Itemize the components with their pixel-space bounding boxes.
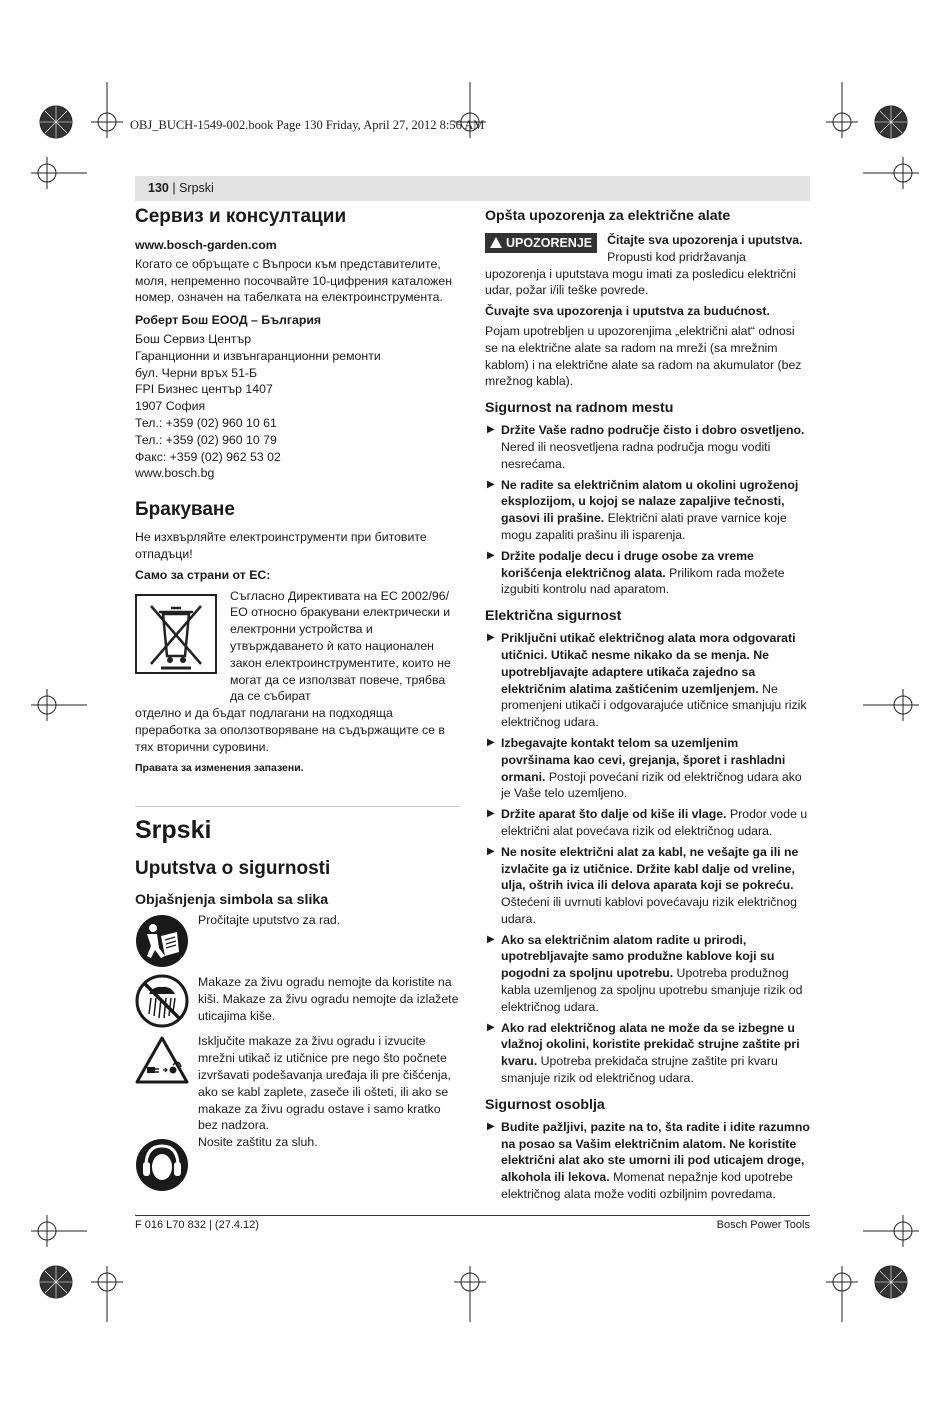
footer-brand: Bosch Power Tools [716, 1219, 810, 1231]
eu-label: Само за страни от ЕС: [135, 567, 271, 582]
right-column [485, 205, 810, 1203]
eu-text-below: отделно и да бъдат подлагани на подходяща преработка за оползотворяване на съдържащите се в тях вторични суровини. [135, 706, 445, 754]
list-item: ▶ Ne radite sa električnim alatom u okolini ugroženoj eksplozijom, u kojoj se nalaze zapaljive tečnosti, gasovi ili prašine. Električni alati prave varnice koje mogu zapaliti prašinu ili isparenja. [487, 477, 799, 542]
page-header-band [135, 176, 810, 201]
crossed-bin-icon [135, 594, 217, 674]
manual-read-icon [135, 914, 189, 968]
symbol-row [135, 974, 460, 1030]
list-item: ▶ Držite aparat što dalje od kiše ili vlage. Prodor vode u električni alat povećava rizik od električnog udara. [487, 807, 808, 838]
page-header: 130 | Srpski [148, 181, 214, 195]
section-title: Električna sigurnost [485, 608, 622, 625]
corner-mark-icon [40, 1266, 72, 1298]
address-line: Тел.: +359 (02) 960 10 61 [135, 415, 277, 430]
address-block [135, 331, 460, 482]
disposal-title: Бракуване [135, 499, 235, 521]
company-name: Роберт Бош ЕООД – България [135, 313, 322, 328]
no-rain-icon [135, 974, 189, 1028]
eu-text-beside: Съгласно Директивата на ЕС 2002/96/ЕО относно бракувани електрически и електронни устройства и утвърждаването ѝ като национален закон електроинструментите, които не могат да се използват повече, трябва да се събират [230, 588, 451, 704]
address-line: бул. Черни връх 51-Б [135, 365, 258, 380]
list-item: ▶ Ako sa električnim alatom radite u prirodi, upotrebljavajte samo produžne kablove koji su pogodni za spoljnu upotrebu. Upotreba produžnog kabla uzemljenog za spoljnu upotrebu smanjuje rizik od električnog udara. [487, 932, 803, 1014]
list-item: ▶ Ne nosite električni alat za kabl, ne vešajte ga ili ne izvlačite ga iz utičnice. Držite kabl dalje od vreline, ulja, oštrih ivica ili delova aparata koji se pokreću. Oštećeni ili uvrnuti kablovi povećavaju rizik električnog udara. [487, 844, 799, 926]
page-language: Srpski [179, 181, 214, 195]
term-text: Pojam upotrebljen u upozorenjima „električni alat“ odnosi se na električne alate sa radom na mreži (sa mrežnim kablom) i na električne alate sa radom na akumulator (bez mrežnog kabla). [485, 323, 802, 389]
section-title: Sigurnost osoblja [485, 1096, 605, 1113]
section-title: Sigurnost na radnom mestu [485, 400, 674, 417]
address-line: Бош Сервиз Център [135, 331, 252, 346]
ear-protection-icon [135, 1138, 189, 1192]
warning-triangle-icon [490, 237, 502, 248]
footer-catalog-number: F 016 L70 832 | (27.4.12) [135, 1219, 259, 1231]
address-line: Гаранционни и извънгаранционни ремонти [135, 348, 381, 363]
address-line: Факс: +359 (02) 962 53 02 [135, 449, 281, 464]
address-line: 1907 София [135, 399, 206, 414]
symbol-text: Nosite zaštitu za sluh. [198, 1135, 318, 1150]
corner-mark-icon [875, 1266, 907, 1298]
warning-block [485, 232, 810, 299]
website-link[interactable]: www.bosch.bg [135, 466, 215, 481]
page-number: 130 [148, 181, 169, 195]
list-item: ▶ Ako rad električnog alata ne može da se izbegne u vlažnoj okolini, koristite prekidač strujne zaštite pri kvaru. Upotreba prekidača strujne zaštite pri kvaru smanjuje rizik od električnog udara. [487, 1020, 800, 1086]
corner-mark-icon [40, 106, 72, 138]
symbol-row [135, 912, 460, 974]
list-item: ▶ Držite Vaše radno područje čisto i dobro osvetljeno. Nered ili neosvetljena radna područja mogu voditi nesrećama. [487, 423, 805, 471]
left-column [135, 205, 460, 1190]
list-item: ▶ Izbegavajte kontakt telom sa uzemljenim površinama kao cevi, grejanja, šporet i rashladni ormani. Postoji povećani rizik od električnog udara ako je Vaše telo uzemljeno. [487, 735, 802, 801]
footer-rule [135, 1215, 810, 1216]
eu-block [135, 588, 460, 756]
address-line: FPI Бизнес център 1407 [135, 382, 273, 397]
service-url[interactable]: www.bosch-garden.com [135, 238, 277, 252]
disposal-text: Не изхвърляйте електроинструменти при битовите отпадъци! [135, 530, 427, 561]
symbol-row [135, 1134, 460, 1190]
section-divider [135, 806, 460, 807]
symbols-title: Objašnjenja simbola sa slika [135, 892, 329, 909]
unplug-warning-icon [135, 1035, 189, 1085]
address-line: Тел.: +359 (02) 960 10 79 [135, 432, 277, 447]
book-header: OBJ_BUCH-1549-002.book Page 130 Friday, April 27, 2012 8:56 AM [130, 118, 485, 132]
symbol-text: Makaze za živu ogradu nemojte da koristite na kiši. Makaze za živu ogradu nemojte da izlažete uticajima kiše. [198, 975, 459, 1023]
list-item: ▶ Priključni utikač električnog alata mora odgovarati utičnici. Utikač nesme nikako da se menja. Ne upotrebljavajte adaptere utikača zajedno sa električnim alatima zaštićenim uzemljenjem. Ne promenjeni utikači i odgovarajuće utičnice smanjuju rizik električnog udara. [487, 631, 807, 730]
service-text: Когато се обръщате с Въпроси към представителите, моля, непременно посочвайте 10-цифрения каталожен номер, означен на табелката на електроинструмента. [135, 256, 453, 305]
list-item: ▶ Budite pažljivi, pazite na to, šta radite i idite razumno na posao sa Vašim električnim alatom. Ne koristite električni alat ako ste umorni ili pod uticajem droge, alkohola ili lekova. Momenat nepažnje kod upotrebe električnog alata može voditi ozbiljnim povredama. [487, 1119, 810, 1202]
warning-text: Propusti kod pridržavanja upozorenja i uputstava mogu imati za posledicu električni udar, požar i/ili teške povrede. [485, 249, 797, 298]
keep-instructions: Čuvajte sva upozorenja i uputstva za budućnost. [485, 304, 770, 319]
list-item: ▶ Držite podalje decu i druge osobe za vreme korišćenja električnog alata. Prilikom rada možete izgubiti kontrolu nad aparatom. [487, 548, 785, 597]
warning-badge: UPOZORENJE [485, 233, 597, 253]
symbol-text: Pročitajte uputstvo za rad. [198, 913, 341, 928]
service-title: Сервиз и консултации [135, 206, 347, 227]
rights-note: Правата за изменения запазени. [135, 761, 304, 774]
warning-bold: Čitajte sva upozorenja i uputstva. [607, 233, 803, 247]
srpski-title: Srpski [135, 816, 212, 845]
safety-title: Uputstva o sigurnosti [135, 858, 331, 880]
symbol-row [135, 1033, 460, 1134]
corner-mark-icon [875, 106, 907, 138]
symbol-text: Isključite makaze za živu ogradu i izvucite mrežni utikač iz utičnice pre nego što počnete izvršavati podešavanja uređaja ili pre čišćenja, ako se kabl zaplete, zaseče ili ošteti, ili ako se makaze za živu ogradu ostave i samo kratko bez nadzora. [198, 1034, 451, 1133]
general-warnings-title: Opšta upozorenja za električne alate [485, 208, 731, 224]
